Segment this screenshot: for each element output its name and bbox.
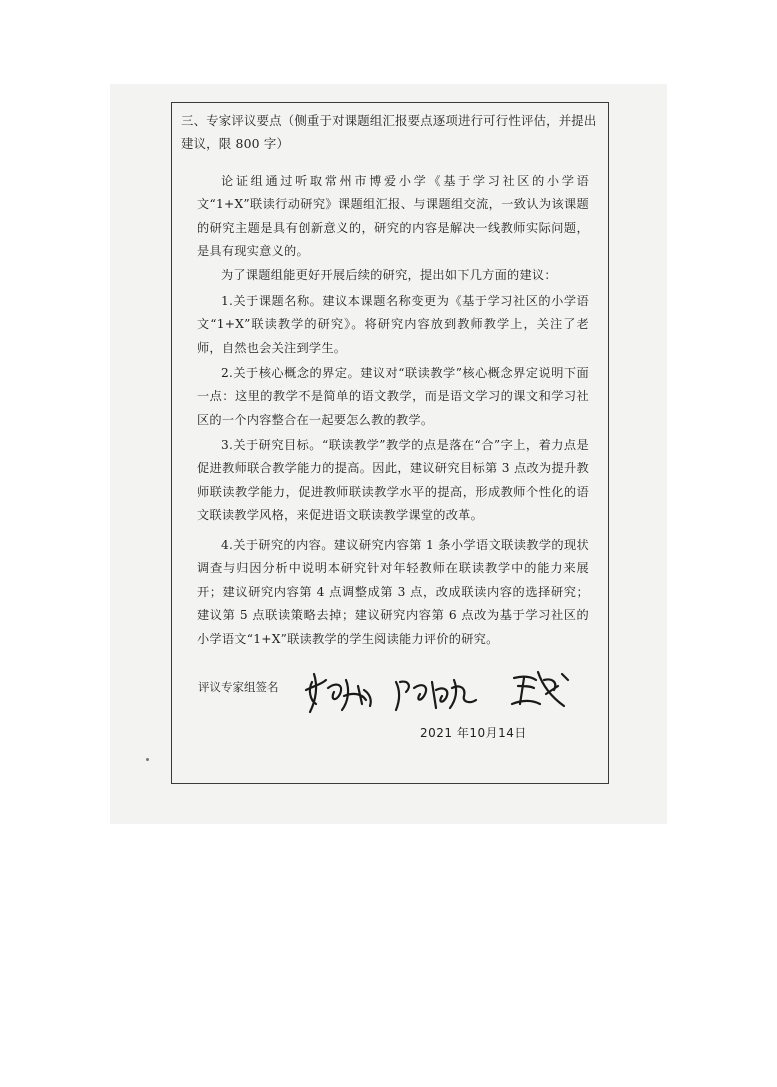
signature-label: 评议专家组签名 <box>198 680 279 694</box>
paragraph-suggestions-lead: 为了课题组能更好开展后续的研究，提出如下几方面的建议： <box>221 268 557 282</box>
paragraph-suggestion-2: 2.关于核心概念的界定。建议对“联读教学”核心概念界定说明下面一点：这里的教学不是简单的语文教学，而是语文学习的课文和学习社区的一个内容整合在一起要怎么教的教学。 <box>197 366 589 427</box>
expert-signatures <box>300 660 580 720</box>
paragraph-suggestion-4: 4.关于研究的内容。建议研究内容第 1 条小学语文联读教学的现状调查与归因分析中说明本研究针对年轻教师在联读教学中的能力来展开；建议研究内容第 4 点调整成第 3 点，改成联读内容的选择研究；建议第 5 点联读策略去掉；建议研究内容第 6 点改为基于学习社区的小学语文“1+X”联读教学的学生阅读能力评价的研究。 <box>197 538 589 646</box>
paragraph-suggestion-1: 1.关于课题名称。建议本课题名称变更为《基于学习社区的小学语文“1+X”联读教学的研究》。将研究内容放到教师教学上，关注了老师，自然也会关注到学生。 <box>197 294 589 355</box>
scan-speck <box>146 758 149 761</box>
paragraph-suggestion-3: 3.关于研究目标。“联读教学”教学的点是落在“合”字上，着力点是促进教师联合教学能力的提高。因此，建议研究目标第 3 点改为提升教师联读教学能力，促进教师联读教学水平的提高，形成教师个性化的语文联读教学风格，来促进语文联读教学课堂的改革。 <box>197 438 589 523</box>
signature-date: 2021 年10月14日 <box>420 726 527 740</box>
section-heading: 三、专家评议要点（侧重于对课题组汇报要点逐项进行可行性评估，并提出建议，限 800 字） <box>181 113 597 151</box>
paragraph-intro: 论证组通过听取常州市博爱小学《基于学习社区的小学语文“1+X”联读行动研究》课题组汇报、与课题组交流，一致认为该课题的研究主题是具有创新意义的，研究的内容是解决一线教师实际问题，是具有现实意义的。 <box>197 174 589 259</box>
